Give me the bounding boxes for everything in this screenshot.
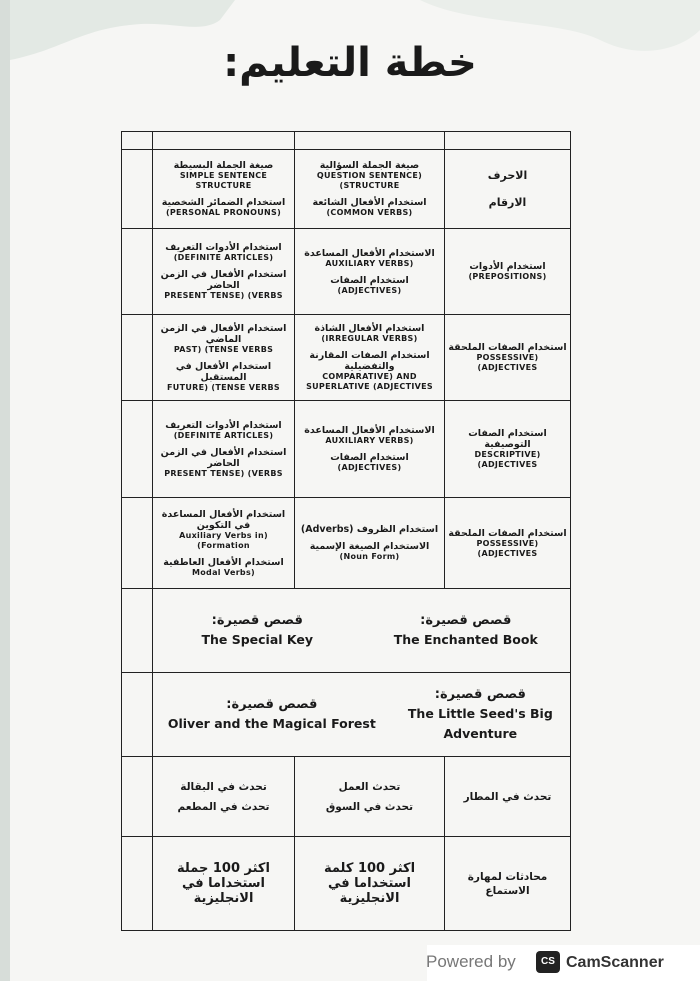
cell-text: (ADJECTIVES): [337, 463, 402, 472]
cell-text: اكثر 100 كلمة استخداما في الانجليزية: [323, 861, 416, 906]
table-cell: [153, 132, 295, 150]
cell-text: استخدام الصفات الملحقة: [448, 342, 567, 353]
story-title: The Enchanted Book: [393, 631, 538, 647]
cell-text: تحدث في المطعم: [177, 800, 270, 813]
table-row: [122, 132, 571, 150]
cell-text: (ADJECTIVES): [337, 285, 402, 295]
table-cell: [122, 401, 153, 498]
cell-text: AUXILIARY VERBS): [325, 436, 414, 445]
story-title: The Little Seed's Big Adventure: [407, 705, 553, 741]
page-title: خطة التعليم:: [223, 40, 477, 86]
cell-text: (Noun Form): [339, 552, 400, 561]
cell-text: استخدام الأفعال في الزمن الماضي: [160, 322, 287, 345]
cell-text: استخدام الصفات التوصيفية: [468, 428, 547, 450]
cell-text: COMPARATIVE) AND SUPERLATIVE (ADJECTIVES: [306, 372, 433, 391]
table-cell: [122, 673, 153, 757]
table-cell: [295, 132, 445, 150]
story-title: Oliver and the Magical Forest: [167, 715, 376, 731]
table-row: [122, 401, 571, 498]
table-cell: [445, 401, 571, 498]
table-cell: [295, 401, 445, 498]
story-label: قصص قصيرة:: [420, 612, 512, 628]
table-cell: [295, 229, 445, 315]
cell-text: PRESENT TENSE) (VERBS: [164, 291, 283, 300]
cell-text: AUXILIARY VERBS): [325, 258, 414, 268]
cell-text: الاستخدام الأفعال المساعدة: [304, 425, 435, 436]
cell-text: تحدث العمل: [338, 780, 401, 793]
camscanner-logo-icon: CS: [536, 951, 560, 973]
story-block: [163, 612, 351, 650]
cell-text: استخدام الأفعال العاطفية: [163, 556, 284, 568]
cell-text: FUTURE) (TENSE VERBS: [167, 382, 280, 392]
table-cell: [445, 498, 571, 589]
cell-text: (COMMON VERBS): [326, 208, 413, 217]
cell-text: (PERSONAL PRONOUNS): [165, 208, 282, 217]
cell-text: صيغة الجملة البسيطة: [173, 160, 274, 171]
table-cell: [445, 315, 571, 401]
cell-text: محادثات لمهارة الاستماع: [467, 870, 548, 897]
table-row: [122, 673, 571, 757]
cell-text: PAST) (TENSE VERBS: [173, 344, 274, 354]
cell-text: استخدام الصفات: [330, 274, 409, 286]
cell-text: (PREPOSITIONS): [468, 272, 547, 281]
cell-text: الاستخدام الصيغة الإسمية: [309, 541, 430, 552]
cell-text: SIMPLE SENTENCE STRUCTURE: [179, 171, 268, 190]
cell-text: الاستخدام الأفعال المساعدة: [304, 247, 435, 259]
cell-text: استخدام الأدوات التعريف: [165, 419, 282, 431]
cell-text: استخدام الضمائر الشخصية: [161, 197, 286, 208]
table-cell: [122, 589, 153, 673]
cell-text: تحدث في السوق: [325, 800, 414, 813]
story-title: The Special Key: [201, 631, 314, 647]
cell-text: استخدام الظروف (Adverbs): [300, 524, 439, 535]
table-cell: [153, 315, 295, 401]
cell-text: POSSESSIVE) (ADJECTIVES: [476, 538, 539, 558]
story-block: [163, 696, 380, 734]
camscanner-name: CamScanner: [566, 954, 664, 971]
story-label: قصص قصيرة:: [211, 612, 303, 628]
table-cell: [122, 315, 153, 401]
cell-text: الارقام: [488, 196, 527, 209]
cell-text: (IRREGULAR VERBS): [321, 334, 418, 343]
cell-text: (DEFINITE ARTICLES): [173, 253, 274, 262]
table-row: [122, 589, 571, 673]
cell-text: اكثر 100 جملة استخداما في الانجليزية: [177, 861, 270, 906]
cell-text: استخدام الأفعال في الزمن الحاضر: [160, 446, 287, 469]
cell-text: استخدام الأفعال في المستقبل: [175, 360, 272, 383]
story-block: [372, 612, 560, 650]
cell-text: استخدام الأدوات التعريف: [165, 242, 282, 253]
cell-text: (DEFINITE ARTICLES): [173, 430, 274, 440]
story-label: قصص قصيرة:: [226, 696, 318, 712]
table-cell: [445, 132, 571, 150]
cell-text: الاحرف: [487, 169, 528, 182]
cell-text: استخدام الأفعال المساعدة في التكوين: [161, 508, 286, 531]
cell-text: Modal Verbs): [192, 567, 255, 577]
table-cell: [295, 498, 445, 589]
table-cell: [445, 229, 571, 315]
table-row: [122, 757, 571, 837]
table-row: [122, 229, 571, 315]
table-cell: [295, 150, 445, 229]
cell-text: استخدام الصفات المقارنة والتفضيلية: [309, 350, 430, 372]
table-cell: [122, 837, 153, 931]
cell-text: استخدام الأفعال الشائعة: [312, 197, 427, 208]
table-cell: [153, 229, 295, 315]
table-cell: [295, 757, 445, 837]
learning-plan-table: [121, 131, 571, 931]
cell-text: PRESENT TENSE) (VERBS: [164, 468, 283, 478]
cell-text: استخدام الصفات: [330, 452, 409, 463]
story-label: قصص قصيرة:: [434, 686, 526, 702]
table-cell: [122, 498, 153, 589]
stories-cell: [153, 673, 571, 757]
table-cell: [122, 132, 153, 150]
stories-cell: [153, 589, 571, 673]
table-cell: [153, 498, 295, 589]
table-cell: [122, 150, 153, 229]
cell-text: استخدام الصفات الملحقة: [448, 527, 567, 539]
cell-text: QUESTION SENTENCE) (STRUCTURE: [316, 171, 423, 190]
table-row: [122, 837, 571, 931]
cell-text: DESCRIPTIVE) (ADJECTIVES: [474, 450, 541, 469]
table-cell: [122, 229, 153, 315]
cell-text: تحدث في المطار: [463, 790, 552, 803]
cell-text: استخدام الأدوات: [469, 261, 546, 272]
cell-text: Auxiliary Verbs in) (Formation: [179, 530, 268, 550]
table-cell: [445, 757, 571, 837]
table-cell: [445, 150, 571, 229]
table-cell: [153, 401, 295, 498]
table-cell: [153, 757, 295, 837]
cell-text: صيغة الجملة السؤالية: [319, 160, 420, 171]
cell-text: تحدث في البقالة: [180, 780, 267, 793]
table-cell: [295, 837, 445, 931]
powered-by-text: Powered by: [426, 952, 516, 971]
table-cell: [295, 315, 445, 401]
table-row: [122, 498, 571, 589]
cell-text: استخدام الأفعال الشاذة: [314, 323, 425, 334]
table-cell: [153, 150, 295, 229]
page-edge-strip: [0, 0, 10, 981]
cell-text: استخدام الأفعال في الزمن الحاضر: [160, 269, 287, 291]
table-cell: [122, 757, 153, 837]
story-block: [401, 686, 559, 744]
table-row: [122, 315, 571, 401]
cell-text: POSSESSIVE) (ADJECTIVES: [476, 353, 539, 372]
table-cell: [153, 837, 295, 931]
table-row: [122, 150, 571, 229]
table-cell: [445, 837, 571, 931]
